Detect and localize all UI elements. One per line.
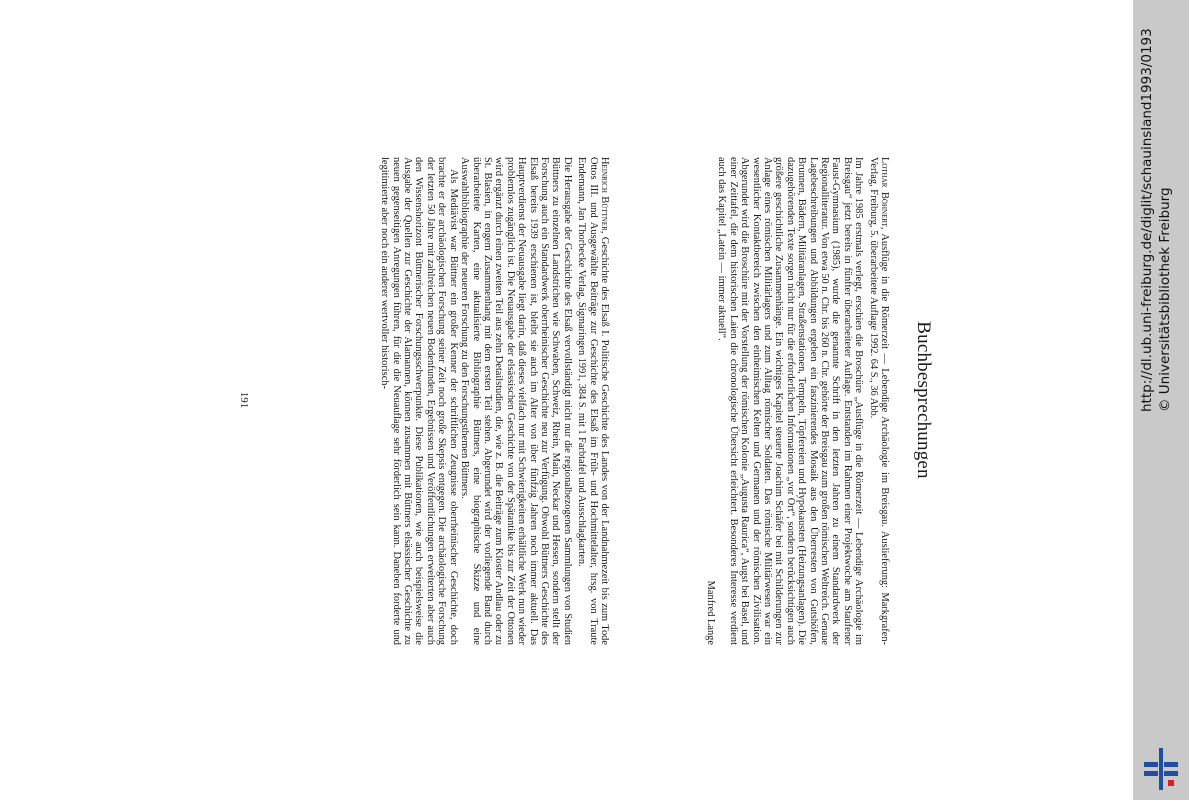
page-heading: Buchbesprechungen [913,321,934,479]
review-buettner [379,157,610,645]
ub-freiburg-logo-icon [1142,748,1180,790]
copyright-notice: © Universitätsbibliothek Freiburg [1157,187,1173,412]
permalink-url[interactable]: http://dl.ub.uni-freiburg.de/diglit/schauinsland1993/0193 [1139,28,1155,412]
review-citation-text: , Geschichte des Elsaß I. Politische Geschichte des Landes von der Landnahmezeit bis zum Tode Ottos III. und Ausgewählte Beiträge zur Geschichte des Elsaß im Früh- und Hochmittelalter, hrsg. von Traute Endemann, Jan Thorbecke Verlag, Sigmaringen 1991, 384 S. mit 1 Farbtafel und Ausschlagkarten. [576,157,610,645]
library-sidebar [1133,0,1189,800]
page-number: 191 [238,391,250,409]
review-citation-text: , Ausflüge in die Römerzeit — Lebendige Archäologie im Breisgau. Auslieferung: Markgrafen-Verlag, Freiburg, 5. überarbeitete Auflage 1992. 64 S., 36 Abb. [867,157,890,645]
review-author-last: Böhnert [879,191,890,227]
scanned-page [220,0,940,800]
review-citation [867,157,890,645]
review-author-last: Büttner [599,196,610,231]
review-body: Die Herausgabe der Geschichte des Elsaß vervollständigt nicht nur die regionalbezogenen Sammlungen von Studien Büttners zu einzelnen Landstrichen wie Schwaben, Schweiz, Rhein, Main, Neckar und Hessen, sondern stellt der Forschung auch ein Standardwerk oberrheinischer Geschichte neu zur Verfügung. Obwohl Büttners Geschichte des Elsaß bereits 1939 erschienen ist, bleibt sie auch im Alter von über fünfzig Jahren noch immer aktuell. Das Hauptverdienst der Neuausgabe liegt darin, daß dieses vielfach nur mit Schwierigkeiten erhältliche Werk nun wieder problemlos zugänglich ist. Die Neuausgabe der elsässischen Geschichte von der Spätantike bis zur Zeit der Ottonen wird ergänzt durch einen zweiten Teil aus zehn Detailstudien, die, wie z. B. die Beiträge zum Kloster Andlau oder zu St. Blasien, in engem Zusammenhang mit dem ersten Teil stehen. Abgerundet wird der vorliegende Band durch überarbeitete Karten, eine aktualisierte Bibliographie Büttners, eine biographische Skizze und eine Auswahlbibliographie der neueren Forschung zu den Forschungsthemen Büttners. [459,157,573,645]
review-body-continued: Als Mediävist war Büttner ein großer Kenner der schriftlichen Zeugnisse oberrheinischer Geschichte, doch brachte er der archäologischen Forschung seiner Zeit noch große Skepsis entgegen. Die archäologische Forschung der letzten 50 Jahre mit zahlreichen neuen Bodenfunden, Ergebnissen und Veröffentlichungen erweiterten aber auch den Wissenshorizont Büttnerischer Forschungsschwerpunkte. Diese Publikationen, wie auch beispielsweise die Ausgabe der Quellen zur Geschichte der Alamannen, können zusammen mit Büttners elsässischer Geschichte zu neuen gegenseitigen Anregungen führen, für die die Neuauflage sehr förderlich sein kann. Daneben forderte und legitimierte aber noch ein anderer wertvoller historisch- [379,157,459,645]
page-content-rotated [220,0,940,800]
review-body: Im Jahre 1985 erstmals verlegt, erschien die Broschüre „Ausflüge in die Römerzeit — Lebendige Archäologie im Breisgau“ jetzt bereits in fünfter überarbeiteter Auflage. Entstanden im Rahmen einer Projektwoche am Staufener Faust-Gymnasium (1985), wurde die genannte Schrift in den letzten Jahren zu einem Standardwerk der Regionalliteratur. Von etwa 50 n. Chr. bis 260 n. Chr. gehörte der Breisgau zum großen römischen Weltreich. Genaue Lagebeschreibungen und Abbildungen ergeben ein faszinierendes Mosaik aus den Überresten von Gutshöfen, Brunnen, Bädern, Militäranlagen, Straßenstationen, Tempeln, Töpfereien und Hypokausten (Heizungsanlagen). Die dazugehörenden Texte sorgen nicht nur für die erforderlichen Informationen „vor Ort“, sondern berücksichtigen auch größere geschichtliche Zusammenhänge. Ein wichtiges Kapitel steuerte Joachim Schäfer bei mit Schilderungen zur Anlage eines römischen Militärlagers und zum Alltag römischer Soldaten. Das römische Militärwesen war ein wesentlicher Kontaktbereich zwischen den einheimischen Kelten und Germanen und der römischen Zivilisation. Abgerundet wird die Broschüre mit der Vorstellung der römischen Kolonie „Augusta Raurica“, Augst bei Basel, und einer Zeittafel, die dem historischen Laien die chronologische Übersicht erleichtert. Besonderes Interesse verdient auch das Kapitel „Latein — immer aktuell“. [716,157,865,645]
review-citation [576,157,610,645]
review-author-first: Heinrich [599,157,610,193]
review-boehnert [705,157,891,645]
review-signature: Manfred Lange [704,580,716,645]
review-author-first: Lothar [879,157,890,188]
